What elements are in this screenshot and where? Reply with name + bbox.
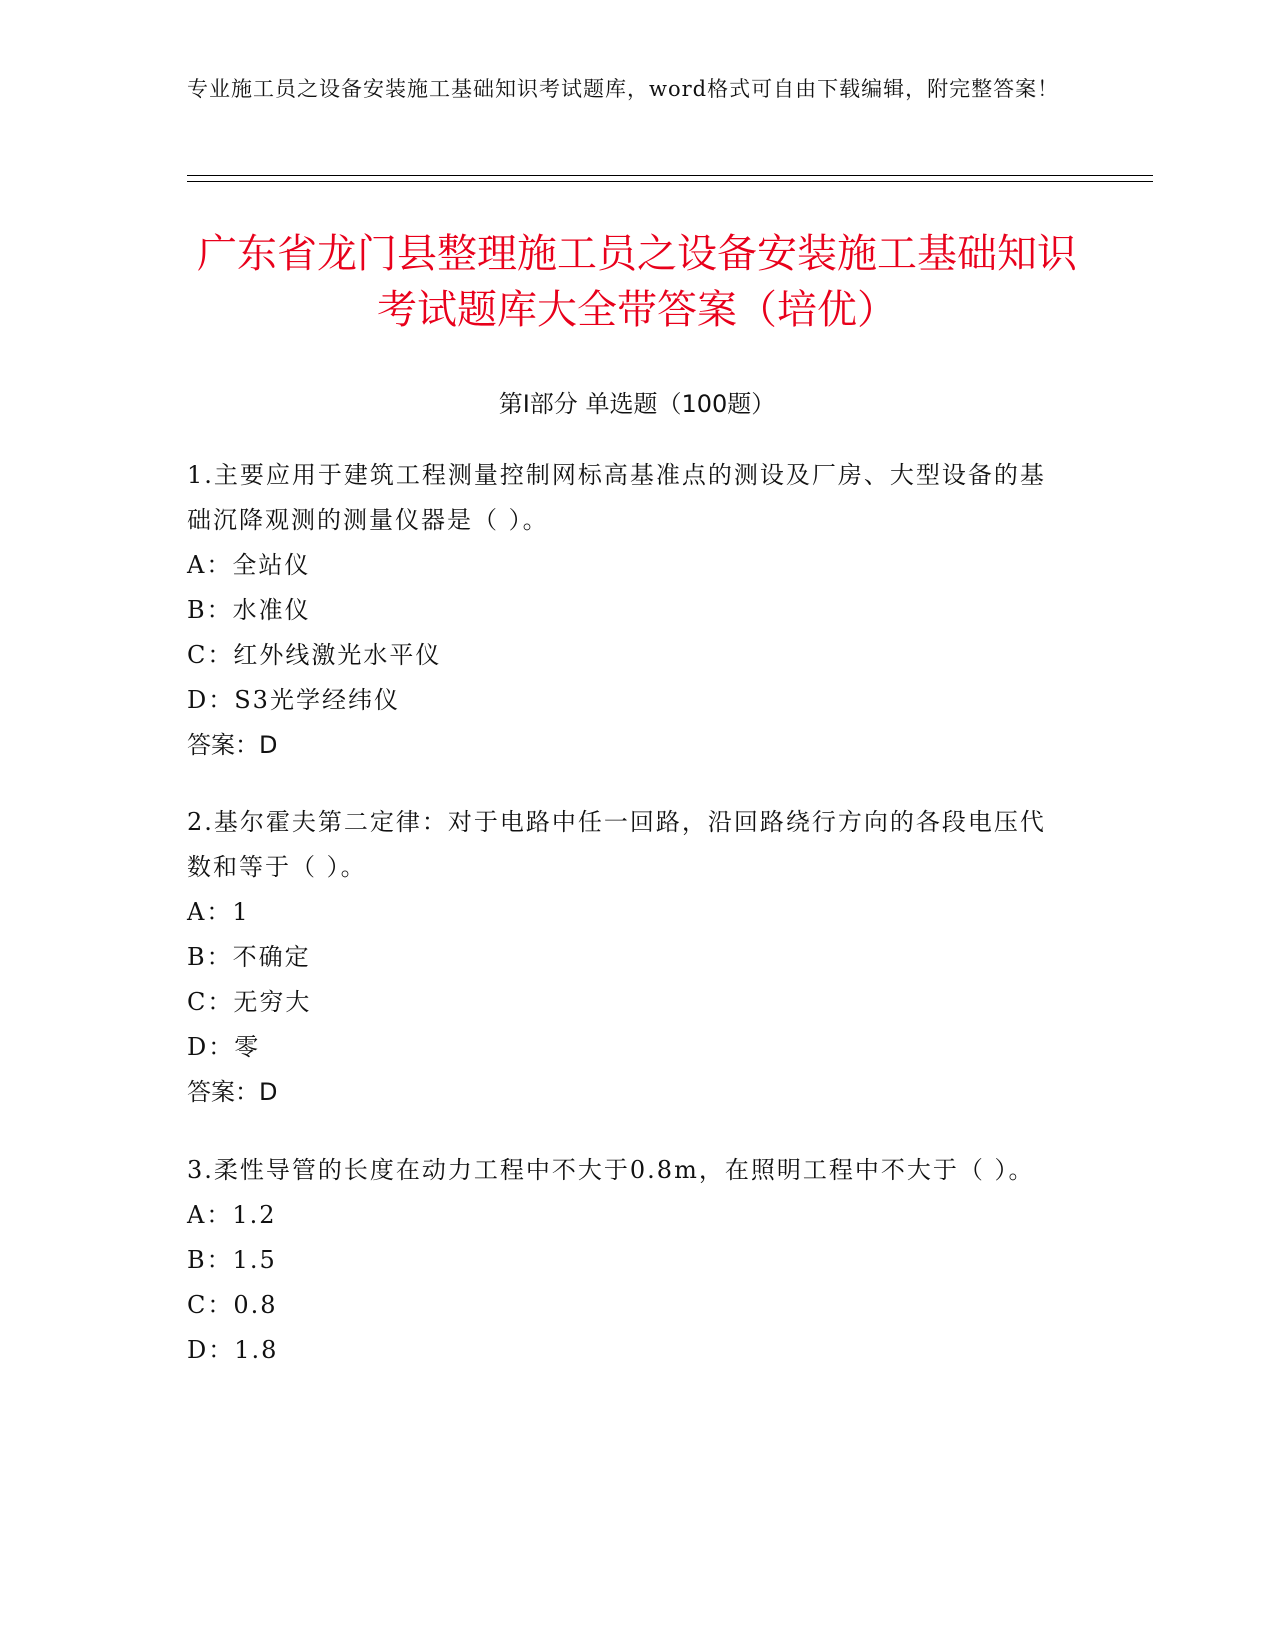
question-3 <box>187 1148 1067 1373</box>
option-c: C：0.8 <box>187 1291 278 1319</box>
answer: 答案：D <box>187 731 278 759</box>
option-b: B：1.5 <box>187 1246 277 1274</box>
question-text: 3.柔性导管的长度在动力工程中不大于0.8m，在照明工程中不大于（ ）。 <box>187 1156 1035 1184</box>
option-a: A：全站仪 <box>187 551 311 579</box>
option-b: B：水准仪 <box>187 596 311 624</box>
question-text: 1.主要应用于建筑工程测量控制网标高基准点的测设及厂房、大型设备的基础沉降观测的测量仪器是（ ）。 <box>187 461 1046 534</box>
question-2 <box>187 800 1067 1115</box>
header-rule-bottom <box>187 181 1153 182</box>
option-a: A：1.2 <box>187 1201 277 1229</box>
answer: 答案：D <box>187 1078 278 1106</box>
option-d: D：S3光学经纬仪 <box>187 686 400 714</box>
option-a: A：1 <box>187 898 250 926</box>
question-1 <box>187 453 1067 768</box>
header-note: 专业施工员之设备安装施工基础知识考试题库，word格式可自由下载编辑，附完整答案！ <box>187 77 1060 101</box>
header-rule-top <box>187 175 1153 176</box>
option-b: B：不确定 <box>187 943 311 971</box>
option-d: D：1.8 <box>187 1336 279 1364</box>
option-c: C：红外线激光水平仪 <box>187 641 442 669</box>
option-c: C：无穷大 <box>187 988 312 1016</box>
section-heading: 第Ⅰ部分 单选题（100题） <box>498 390 776 418</box>
document-title: 广东省龙门县整理施工员之设备安装施工基础知识考试题库大全带答案（培优） <box>197 231 1077 333</box>
option-d: D：零 <box>187 1033 261 1061</box>
question-text: 2.基尔霍夫第二定律：对于电路中任一回路，沿回路绕行方向的各段电压代数和等于（ ）。 <box>187 808 1046 881</box>
